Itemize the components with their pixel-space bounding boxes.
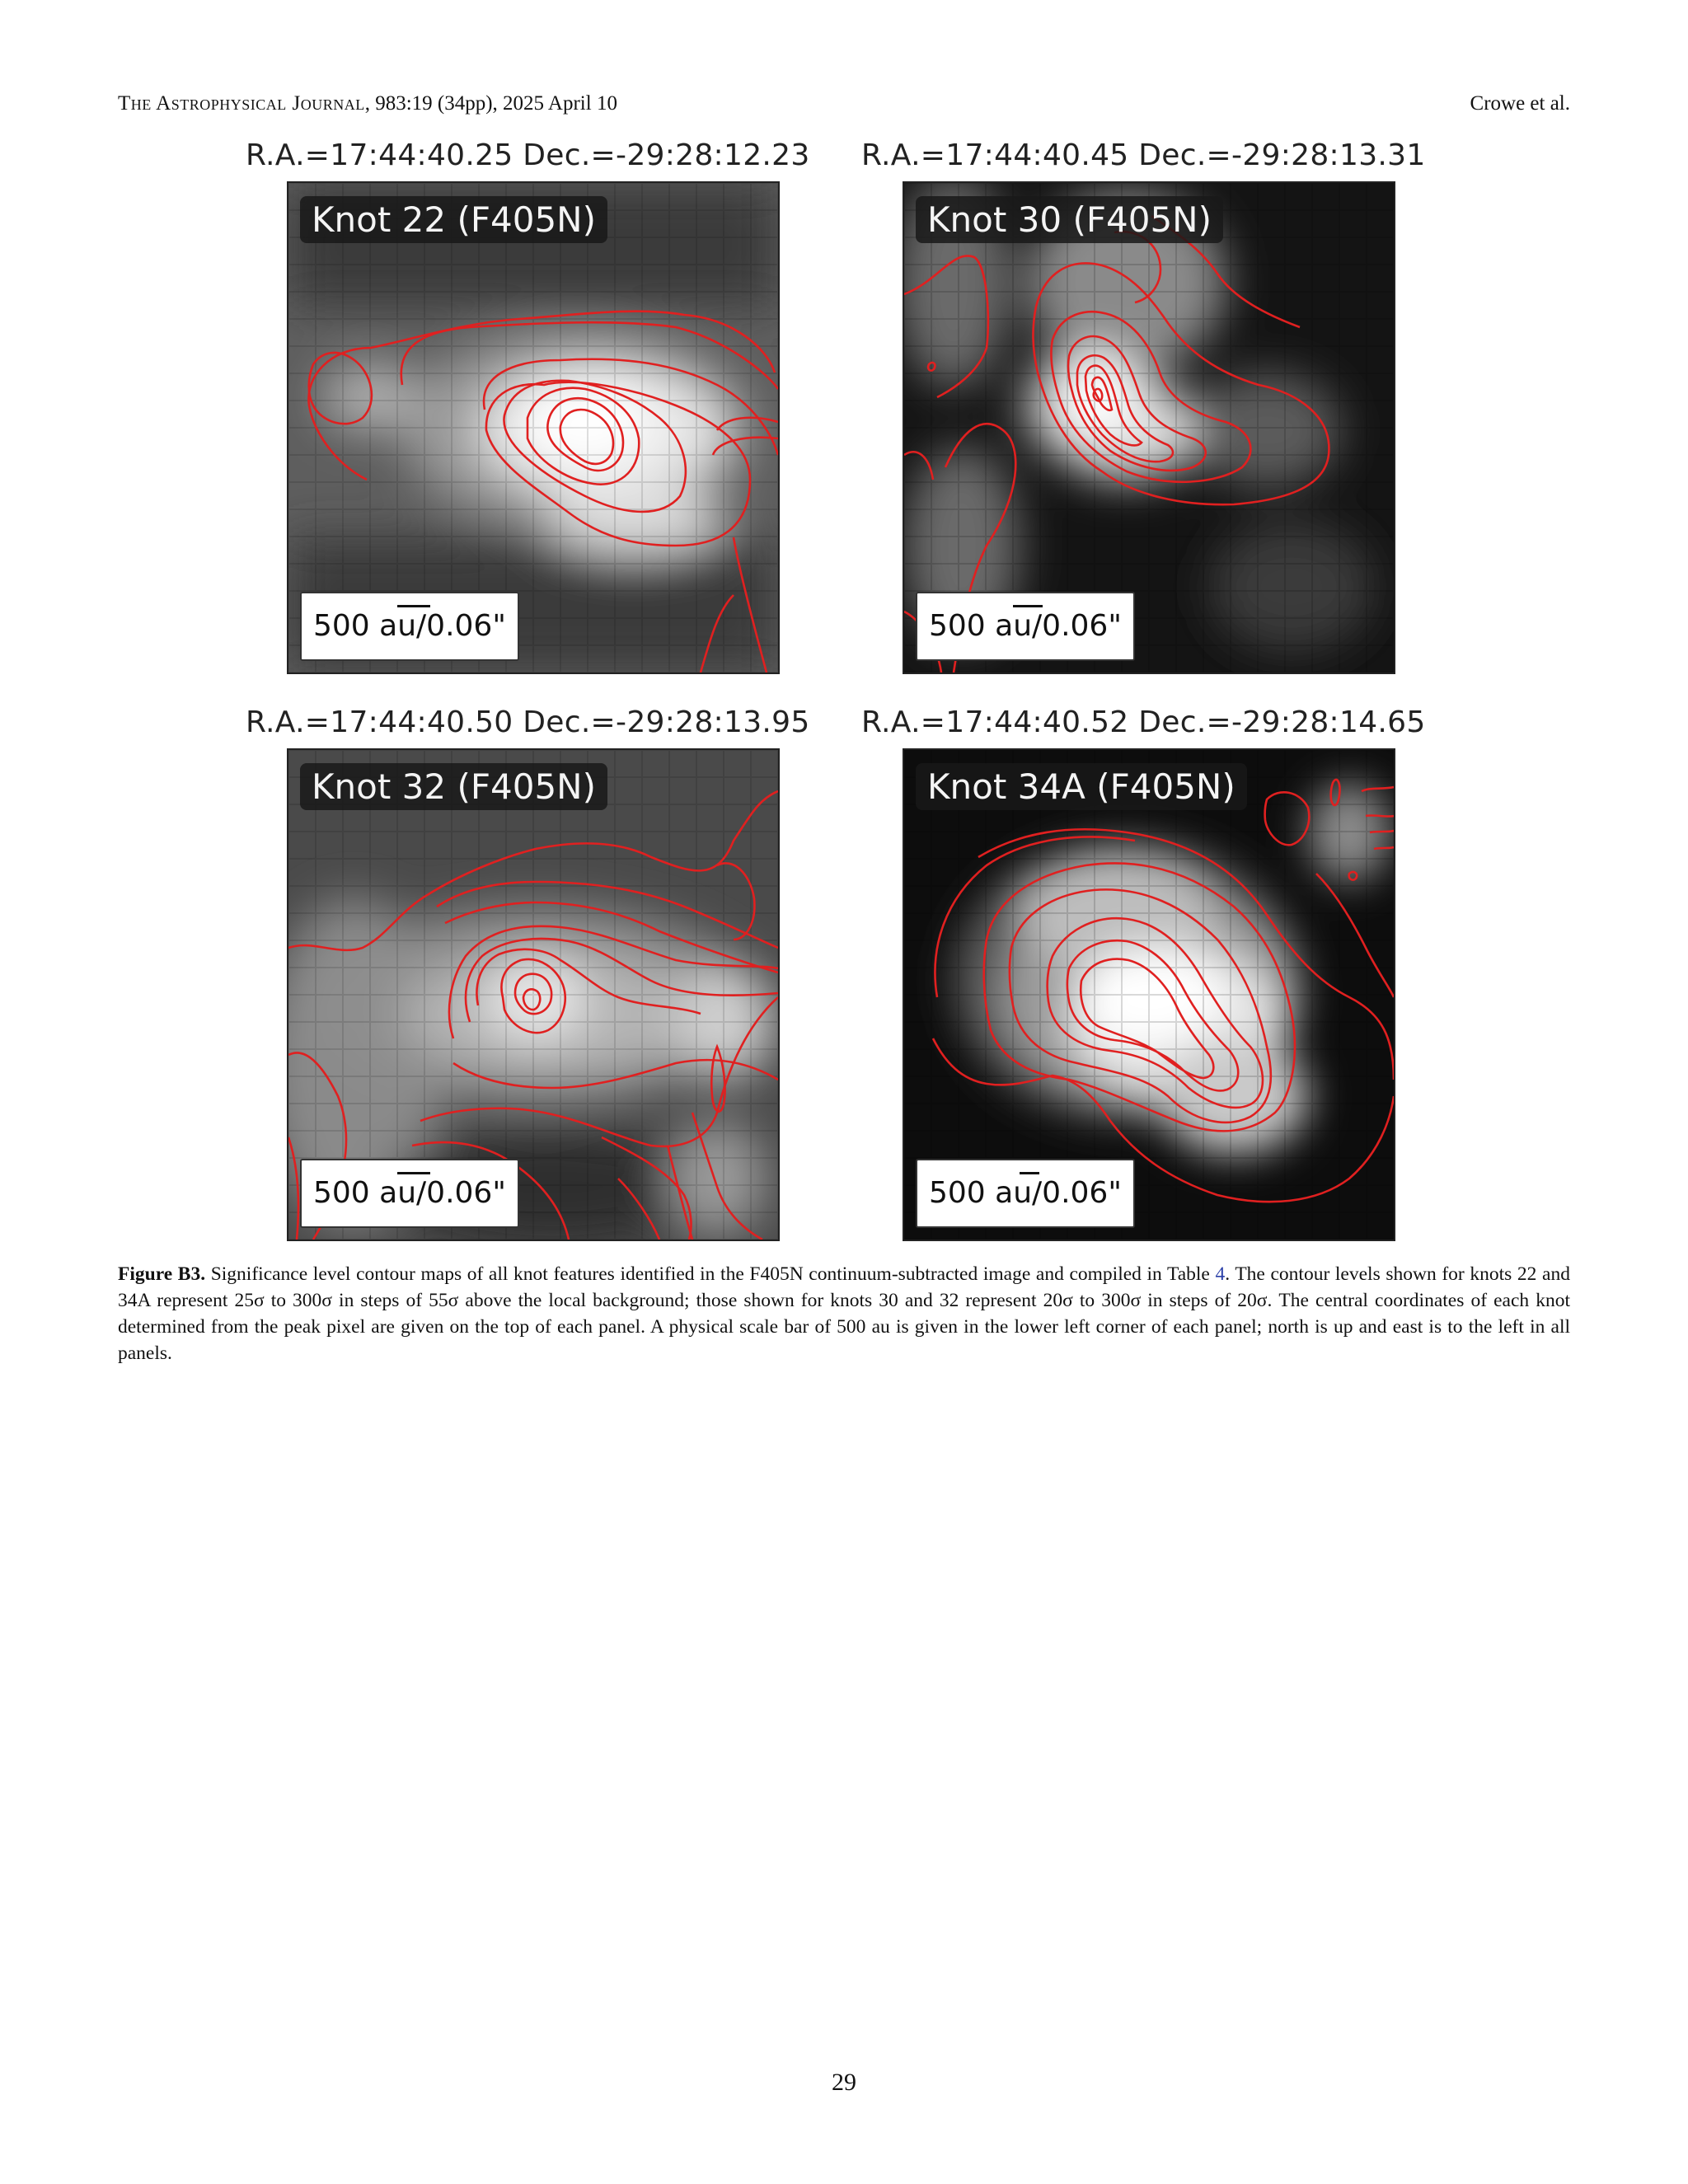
table-reference-link[interactable]: 4 bbox=[1215, 1263, 1226, 1285]
page-number: 29 bbox=[832, 2069, 856, 2096]
citation: , 983:19 (34pp), 2025 April 10 bbox=[364, 92, 617, 115]
knot-image-frame bbox=[287, 181, 780, 674]
knot-label: Knot 32 (F405N) bbox=[300, 763, 607, 810]
journal-citation bbox=[118, 92, 617, 115]
scale-bar bbox=[1013, 605, 1043, 607]
scale-bar-box bbox=[916, 1159, 1135, 1228]
knot-image-frame bbox=[287, 748, 780, 1241]
scale-label: 500 au/0.06" bbox=[929, 1176, 1122, 1210]
knot-label: Knot 22 (F405N) bbox=[300, 196, 607, 243]
scale-label: 500 au/0.06" bbox=[313, 1176, 506, 1210]
panel-coordinates: R.A.=17:44:40.52 Dec.=-29:28:14.65 bbox=[861, 705, 1426, 739]
knot-image-frame bbox=[903, 181, 1395, 674]
journal-name: The Astrophysical Journal bbox=[118, 92, 365, 115]
scale-bar bbox=[397, 1172, 430, 1174]
panel-knot-22 bbox=[246, 138, 823, 682]
knot-label: Knot 34A (F405N) bbox=[916, 763, 1247, 810]
authors: Crowe et al. bbox=[1470, 92, 1570, 115]
knot-label: Knot 30 (F405N) bbox=[916, 196, 1223, 243]
scale-label: 500 au/0.06" bbox=[929, 609, 1122, 643]
panel-coordinates: R.A.=17:44:40.25 Dec.=-29:28:12.23 bbox=[246, 138, 810, 172]
scale-bar-box bbox=[300, 592, 519, 661]
scale-label: 500 au/0.06" bbox=[313, 609, 506, 643]
scale-bar bbox=[397, 605, 430, 607]
caption-label: Figure B3. bbox=[118, 1263, 206, 1285]
running-head bbox=[118, 92, 1570, 125]
panel-knot-34a bbox=[861, 705, 1438, 1249]
scale-bar-box bbox=[300, 1159, 519, 1228]
knot-image-frame bbox=[903, 748, 1395, 1241]
scale-bar bbox=[1020, 1172, 1039, 1174]
caption-text-a: Significance level contour maps of all knot features identified in the F405N continuum-subtracted image and compiled in Table bbox=[205, 1263, 1216, 1285]
panel-knot-32 bbox=[246, 705, 823, 1249]
panel-coordinates: R.A.=17:44:40.50 Dec.=-29:28:13.95 bbox=[246, 705, 810, 739]
panel-knot-30 bbox=[861, 138, 1438, 682]
figure-caption bbox=[118, 1261, 1570, 1366]
panel-coordinates: R.A.=17:44:40.45 Dec.=-29:28:13.31 bbox=[861, 138, 1426, 172]
scale-bar-box bbox=[916, 592, 1135, 661]
caption-text-b: . The contour levels shown for knots 22 and 34A represent 25σ to 300σ in steps of 55σ above the local background; those shown for knots 30 and 32 represent 20σ to 300σ in steps of 20σ. The central coordinates of each knot determined from the peak pixel are given on the top of each panel. A physical scale bar of 500 au is given in the lower left corner of each panel; north is up and east is to the left in all panels. bbox=[118, 1263, 1570, 1364]
